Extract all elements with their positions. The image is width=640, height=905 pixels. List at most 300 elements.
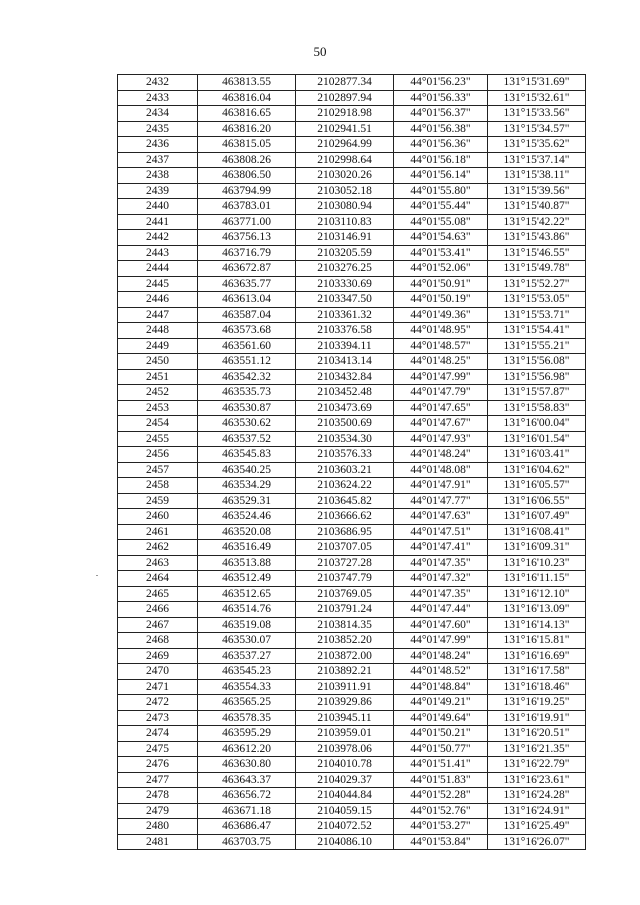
longitude-cell: 131°16'06.55"	[488, 493, 586, 509]
y-coordinate-cell: 2102998.64	[296, 152, 394, 168]
table-row	[118, 292, 586, 308]
table-row	[118, 369, 586, 385]
longitude-cell: 131°15'43.86"	[488, 230, 586, 246]
point-number-cell: 2460	[118, 509, 198, 525]
longitude-cell: 131°16'18.46"	[488, 679, 586, 695]
point-number-cell: 2472	[118, 695, 198, 711]
y-coordinate-cell: 2103146.91	[296, 230, 394, 246]
y-coordinate-cell: 2103052.18	[296, 183, 394, 199]
point-number-cell: 2470	[118, 664, 198, 680]
point-number-cell: 2440	[118, 199, 198, 215]
x-coordinate-cell: 463671.18	[198, 803, 296, 819]
y-coordinate-cell: 2103500.69	[296, 416, 394, 432]
y-coordinate-cell: 2102918.98	[296, 106, 394, 122]
longitude-cell: 131°15'34.57"	[488, 121, 586, 137]
longitude-cell: 131°15'42.22"	[488, 214, 586, 230]
point-number-cell: 2457	[118, 462, 198, 478]
x-coordinate-cell: 463656.72	[198, 788, 296, 804]
point-number-cell: 2464	[118, 571, 198, 587]
latitude-cell: 44°01'47.77"	[394, 493, 488, 509]
point-number-cell: 2477	[118, 772, 198, 788]
table-row	[118, 509, 586, 525]
point-number-cell: 2469	[118, 648, 198, 664]
x-coordinate-cell: 463808.26	[198, 152, 296, 168]
latitude-cell: 44°01'56.18"	[394, 152, 488, 168]
latitude-cell: 44°01'47.41"	[394, 540, 488, 556]
latitude-cell: 44°01'56.36"	[394, 137, 488, 153]
y-coordinate-cell: 2103666.62	[296, 509, 394, 525]
table-row	[118, 648, 586, 664]
latitude-cell: 44°01'53.41"	[394, 245, 488, 261]
point-number-cell: 2451	[118, 369, 198, 385]
x-coordinate-cell: 463716.79	[198, 245, 296, 261]
x-coordinate-cell: 463612.20	[198, 741, 296, 757]
table-row	[118, 555, 586, 571]
point-number-cell: 2463	[118, 555, 198, 571]
table-row	[118, 106, 586, 122]
longitude-cell: 131°16'12.10"	[488, 586, 586, 602]
x-coordinate-cell: 463815.05	[198, 137, 296, 153]
latitude-cell: 44°01'48.84"	[394, 679, 488, 695]
point-number-cell: 2468	[118, 633, 198, 649]
table-row	[118, 803, 586, 819]
point-number-cell: 2461	[118, 524, 198, 540]
x-coordinate-cell: 463613.04	[198, 292, 296, 308]
point-number-cell: 2467	[118, 617, 198, 633]
x-coordinate-cell: 463529.31	[198, 493, 296, 509]
point-number-cell: 2479	[118, 803, 198, 819]
point-number-cell: 2450	[118, 354, 198, 370]
y-coordinate-cell: 2103473.69	[296, 400, 394, 416]
table-row	[118, 741, 586, 757]
table-row	[118, 617, 586, 633]
y-coordinate-cell: 2103686.95	[296, 524, 394, 540]
latitude-cell: 44°01'48.24"	[394, 447, 488, 463]
y-coordinate-cell: 2104072.52	[296, 819, 394, 835]
longitude-cell: 131°15'54.41"	[488, 323, 586, 339]
latitude-cell: 44°01'52.06"	[394, 261, 488, 277]
table-row	[118, 524, 586, 540]
latitude-cell: 44°01'47.44"	[394, 602, 488, 618]
latitude-cell: 44°01'48.52"	[394, 664, 488, 680]
x-coordinate-cell: 463537.27	[198, 648, 296, 664]
coordinates-table-body	[118, 75, 586, 850]
table-row	[118, 679, 586, 695]
table-row	[118, 462, 586, 478]
latitude-cell: 44°01'47.35"	[394, 555, 488, 571]
point-number-cell: 2446	[118, 292, 198, 308]
table-row	[118, 602, 586, 618]
point-number-cell: 2455	[118, 431, 198, 447]
table-row	[118, 323, 586, 339]
point-number-cell: 2444	[118, 261, 198, 277]
y-coordinate-cell: 2103603.21	[296, 462, 394, 478]
latitude-cell: 44°01'48.57"	[394, 338, 488, 354]
x-coordinate-cell: 463565.25	[198, 695, 296, 711]
scan-speck	[96, 575, 98, 576]
table-row	[118, 447, 586, 463]
point-number-cell: 2456	[118, 447, 198, 463]
x-coordinate-cell: 463545.83	[198, 447, 296, 463]
latitude-cell: 44°01'47.35"	[394, 586, 488, 602]
point-number-cell: 2442	[118, 230, 198, 246]
point-number-cell: 2434	[118, 106, 198, 122]
point-number-cell: 2449	[118, 338, 198, 354]
table-row	[118, 199, 586, 215]
latitude-cell: 44°01'49.21"	[394, 695, 488, 711]
x-coordinate-cell: 463573.68	[198, 323, 296, 339]
y-coordinate-cell: 2103394.11	[296, 338, 394, 354]
x-coordinate-cell: 463519.08	[198, 617, 296, 633]
latitude-cell: 44°01'53.84"	[394, 834, 488, 850]
y-coordinate-cell: 2103413.14	[296, 354, 394, 370]
x-coordinate-cell: 463783.01	[198, 199, 296, 215]
table-row	[118, 710, 586, 726]
y-coordinate-cell: 2103892.21	[296, 664, 394, 680]
point-number-cell: 2437	[118, 152, 198, 168]
x-coordinate-cell: 463771.00	[198, 214, 296, 230]
latitude-cell: 44°01'54.63"	[394, 230, 488, 246]
latitude-cell: 44°01'47.65"	[394, 400, 488, 416]
point-number-cell: 2453	[118, 400, 198, 416]
longitude-cell: 131°15'57.87"	[488, 385, 586, 401]
latitude-cell: 44°01'47.91"	[394, 478, 488, 494]
longitude-cell: 131°16'03.41"	[488, 447, 586, 463]
x-coordinate-cell: 463540.25	[198, 462, 296, 478]
table-row	[118, 416, 586, 432]
point-number-cell: 2436	[118, 137, 198, 153]
y-coordinate-cell: 2103959.01	[296, 726, 394, 742]
latitude-cell: 44°01'56.23"	[394, 75, 488, 91]
longitude-cell: 131°15'53.71"	[488, 307, 586, 323]
x-coordinate-cell: 463643.37	[198, 772, 296, 788]
point-number-cell: 2447	[118, 307, 198, 323]
point-number-cell: 2459	[118, 493, 198, 509]
point-number-cell: 2462	[118, 540, 198, 556]
table-row	[118, 586, 586, 602]
y-coordinate-cell: 2103205.59	[296, 245, 394, 261]
longitude-cell: 131°16'24.28"	[488, 788, 586, 804]
latitude-cell: 44°01'50.21"	[394, 726, 488, 742]
table-row	[118, 230, 586, 246]
y-coordinate-cell: 2103929.86	[296, 695, 394, 711]
table-row	[118, 772, 586, 788]
y-coordinate-cell: 2104029.37	[296, 772, 394, 788]
latitude-cell: 44°01'52.76"	[394, 803, 488, 819]
point-number-cell: 2458	[118, 478, 198, 494]
y-coordinate-cell: 2104010.78	[296, 757, 394, 773]
y-coordinate-cell: 2104059.15	[296, 803, 394, 819]
point-number-cell: 2466	[118, 602, 198, 618]
longitude-cell: 131°15'32.61"	[488, 90, 586, 106]
y-coordinate-cell: 2103020.26	[296, 168, 394, 184]
table-row	[118, 571, 586, 587]
x-coordinate-cell: 463537.52	[198, 431, 296, 447]
table-row	[118, 354, 586, 370]
x-coordinate-cell: 463530.62	[198, 416, 296, 432]
longitude-cell: 131°15'56.98"	[488, 369, 586, 385]
y-coordinate-cell: 2103376.58	[296, 323, 394, 339]
x-coordinate-cell: 463756.13	[198, 230, 296, 246]
point-number-cell: 2473	[118, 710, 198, 726]
table-row	[118, 788, 586, 804]
x-coordinate-cell: 463516.49	[198, 540, 296, 556]
x-coordinate-cell: 463513.88	[198, 555, 296, 571]
latitude-cell: 44°01'55.80"	[394, 183, 488, 199]
table-row	[118, 493, 586, 509]
x-coordinate-cell: 463595.29	[198, 726, 296, 742]
point-number-cell: 2443	[118, 245, 198, 261]
x-coordinate-cell: 463512.49	[198, 571, 296, 587]
table-row	[118, 261, 586, 277]
y-coordinate-cell: 2103347.50	[296, 292, 394, 308]
y-coordinate-cell: 2103911.91	[296, 679, 394, 695]
latitude-cell: 44°01'55.44"	[394, 199, 488, 215]
table-row	[118, 183, 586, 199]
y-coordinate-cell: 2103645.82	[296, 493, 394, 509]
latitude-cell: 44°01'47.63"	[394, 509, 488, 525]
longitude-cell: 131°15'37.14"	[488, 152, 586, 168]
y-coordinate-cell: 2103978.06	[296, 741, 394, 757]
point-number-cell: 2481	[118, 834, 198, 850]
x-coordinate-cell: 463530.87	[198, 400, 296, 416]
latitude-cell: 44°01'48.95"	[394, 323, 488, 339]
y-coordinate-cell: 2103534.30	[296, 431, 394, 447]
table-row	[118, 478, 586, 494]
point-number-cell: 2448	[118, 323, 198, 339]
y-coordinate-cell: 2103747.79	[296, 571, 394, 587]
longitude-cell: 131°15'58.83"	[488, 400, 586, 416]
latitude-cell: 44°01'52.28"	[394, 788, 488, 804]
table-row	[118, 245, 586, 261]
point-number-cell: 2471	[118, 679, 198, 695]
y-coordinate-cell: 2102964.99	[296, 137, 394, 153]
x-coordinate-cell: 463630.80	[198, 757, 296, 773]
longitude-cell: 131°16'11.15"	[488, 571, 586, 587]
latitude-cell: 44°01'48.24"	[394, 648, 488, 664]
point-number-cell: 2435	[118, 121, 198, 137]
point-number-cell: 2478	[118, 788, 198, 804]
x-coordinate-cell: 463545.23	[198, 664, 296, 680]
table-row	[118, 276, 586, 292]
longitude-cell: 131°16'16.69"	[488, 648, 586, 664]
table-row	[118, 834, 586, 850]
x-coordinate-cell: 463794.99	[198, 183, 296, 199]
point-number-cell: 2475	[118, 741, 198, 757]
y-coordinate-cell: 2103576.33	[296, 447, 394, 463]
x-coordinate-cell: 463535.73	[198, 385, 296, 401]
y-coordinate-cell: 2103872.00	[296, 648, 394, 664]
y-coordinate-cell: 2102897.94	[296, 90, 394, 106]
longitude-cell: 131°16'17.58"	[488, 664, 586, 680]
latitude-cell: 44°01'49.64"	[394, 710, 488, 726]
table-row	[118, 152, 586, 168]
longitude-cell: 131°15'40.87"	[488, 199, 586, 215]
longitude-cell: 131°15'38.11"	[488, 168, 586, 184]
x-coordinate-cell: 463806.50	[198, 168, 296, 184]
table-row	[118, 540, 586, 556]
longitude-cell: 131°16'20.51"	[488, 726, 586, 742]
y-coordinate-cell: 2103707.05	[296, 540, 394, 556]
table-row	[118, 385, 586, 401]
longitude-cell: 131°16'26.07"	[488, 834, 586, 850]
latitude-cell: 44°01'47.32"	[394, 571, 488, 587]
table-row	[118, 400, 586, 416]
x-coordinate-cell: 463542.32	[198, 369, 296, 385]
y-coordinate-cell: 2103814.35	[296, 617, 394, 633]
latitude-cell: 44°01'56.14"	[394, 168, 488, 184]
y-coordinate-cell: 2103945.11	[296, 710, 394, 726]
longitude-cell: 131°15'49.78"	[488, 261, 586, 277]
longitude-cell: 131°16'25.49"	[488, 819, 586, 835]
longitude-cell: 131°16'04.62"	[488, 462, 586, 478]
y-coordinate-cell: 2103110.83	[296, 214, 394, 230]
latitude-cell: 44°01'56.38"	[394, 121, 488, 137]
y-coordinate-cell: 2103361.32	[296, 307, 394, 323]
table-row	[118, 819, 586, 835]
latitude-cell: 44°01'47.60"	[394, 617, 488, 633]
longitude-cell: 131°16'09.31"	[488, 540, 586, 556]
x-coordinate-cell: 463587.04	[198, 307, 296, 323]
coordinates-table	[117, 74, 586, 850]
table-row	[118, 168, 586, 184]
latitude-cell: 44°01'47.99"	[394, 633, 488, 649]
latitude-cell: 44°01'47.79"	[394, 385, 488, 401]
x-coordinate-cell: 463578.35	[198, 710, 296, 726]
longitude-cell: 131°16'08.41"	[488, 524, 586, 540]
x-coordinate-cell: 463686.47	[198, 819, 296, 835]
point-number-cell: 2476	[118, 757, 198, 773]
x-coordinate-cell: 463514.76	[198, 602, 296, 618]
longitude-cell: 131°16'10.23"	[488, 555, 586, 571]
x-coordinate-cell: 463554.33	[198, 679, 296, 695]
x-coordinate-cell: 463534.29	[198, 478, 296, 494]
y-coordinate-cell: 2103330.69	[296, 276, 394, 292]
latitude-cell: 44°01'51.41"	[394, 757, 488, 773]
point-number-cell: 2480	[118, 819, 198, 835]
latitude-cell: 44°01'51.83"	[394, 772, 488, 788]
x-coordinate-cell: 463530.07	[198, 633, 296, 649]
x-coordinate-cell: 463561.60	[198, 338, 296, 354]
x-coordinate-cell: 463816.04	[198, 90, 296, 106]
latitude-cell: 44°01'50.77"	[394, 741, 488, 757]
longitude-cell: 131°16'23.61"	[488, 772, 586, 788]
table-row	[118, 695, 586, 711]
table-row	[118, 90, 586, 106]
latitude-cell: 44°01'48.25"	[394, 354, 488, 370]
point-number-cell: 2454	[118, 416, 198, 432]
y-coordinate-cell: 2103624.22	[296, 478, 394, 494]
y-coordinate-cell: 2104086.10	[296, 834, 394, 850]
longitude-cell: 131°15'53.05"	[488, 292, 586, 308]
longitude-cell: 131°16'01.54"	[488, 431, 586, 447]
longitude-cell: 131°16'19.25"	[488, 695, 586, 711]
latitude-cell: 44°01'56.37"	[394, 106, 488, 122]
longitude-cell: 131°16'00.04"	[488, 416, 586, 432]
y-coordinate-cell: 2103852.20	[296, 633, 394, 649]
table-row	[118, 726, 586, 742]
point-number-cell: 2452	[118, 385, 198, 401]
table-row	[118, 214, 586, 230]
table-row	[118, 307, 586, 323]
y-coordinate-cell: 2102877.34	[296, 75, 394, 91]
x-coordinate-cell: 463524.46	[198, 509, 296, 525]
longitude-cell: 131°16'13.09"	[488, 602, 586, 618]
table-row	[118, 431, 586, 447]
table-row	[118, 633, 586, 649]
point-number-cell: 2445	[118, 276, 198, 292]
longitude-cell: 131°15'35.62"	[488, 137, 586, 153]
table-row	[118, 75, 586, 91]
longitude-cell: 131°16'24.91"	[488, 803, 586, 819]
longitude-cell: 131°16'05.57"	[488, 478, 586, 494]
y-coordinate-cell: 2103276.25	[296, 261, 394, 277]
latitude-cell: 44°01'53.27"	[394, 819, 488, 835]
y-coordinate-cell: 2103769.05	[296, 586, 394, 602]
y-coordinate-cell: 2103432.84	[296, 369, 394, 385]
longitude-cell: 131°15'55.21"	[488, 338, 586, 354]
longitude-cell: 131°15'31.69"	[488, 75, 586, 91]
longitude-cell: 131°16'15.81"	[488, 633, 586, 649]
x-coordinate-cell: 463520.08	[198, 524, 296, 540]
longitude-cell: 131°15'39.56"	[488, 183, 586, 199]
longitude-cell: 131°15'52.27"	[488, 276, 586, 292]
point-number-cell: 2465	[118, 586, 198, 602]
latitude-cell: 44°01'47.67"	[394, 416, 488, 432]
y-coordinate-cell: 2102941.51	[296, 121, 394, 137]
table-row	[118, 664, 586, 680]
x-coordinate-cell: 463816.65	[198, 106, 296, 122]
x-coordinate-cell: 463635.77	[198, 276, 296, 292]
x-coordinate-cell: 463512.65	[198, 586, 296, 602]
latitude-cell: 44°01'50.19"	[394, 292, 488, 308]
table-row	[118, 121, 586, 137]
y-coordinate-cell: 2104044.84	[296, 788, 394, 804]
table-row	[118, 757, 586, 773]
point-number-cell: 2474	[118, 726, 198, 742]
longitude-cell: 131°16'07.49"	[488, 509, 586, 525]
longitude-cell: 131°15'56.08"	[488, 354, 586, 370]
latitude-cell: 44°01'47.51"	[394, 524, 488, 540]
x-coordinate-cell: 463703.75	[198, 834, 296, 850]
longitude-cell: 131°15'33.56"	[488, 106, 586, 122]
latitude-cell: 44°01'56.33"	[394, 90, 488, 106]
longitude-cell: 131°16'14.13"	[488, 617, 586, 633]
latitude-cell: 44°01'50.91"	[394, 276, 488, 292]
latitude-cell: 44°01'47.93"	[394, 431, 488, 447]
latitude-cell: 44°01'48.08"	[394, 462, 488, 478]
table-row	[118, 338, 586, 354]
point-number-cell: 2438	[118, 168, 198, 184]
y-coordinate-cell: 2103727.28	[296, 555, 394, 571]
y-coordinate-cell: 2103791.24	[296, 602, 394, 618]
point-number-cell: 2439	[118, 183, 198, 199]
longitude-cell: 131°15'46.55"	[488, 245, 586, 261]
longitude-cell: 131°16'21.35"	[488, 741, 586, 757]
longitude-cell: 131°16'19.91"	[488, 710, 586, 726]
longitude-cell: 131°16'22.79"	[488, 757, 586, 773]
latitude-cell: 44°01'55.08"	[394, 214, 488, 230]
point-number-cell: 2433	[118, 90, 198, 106]
x-coordinate-cell: 463672.87	[198, 261, 296, 277]
x-coordinate-cell: 463551.12	[198, 354, 296, 370]
x-coordinate-cell: 463813.55	[198, 75, 296, 91]
y-coordinate-cell: 2103080.94	[296, 199, 394, 215]
x-coordinate-cell: 463816.20	[198, 121, 296, 137]
y-coordinate-cell: 2103452.48	[296, 385, 394, 401]
latitude-cell: 44°01'49.36"	[394, 307, 488, 323]
point-number-cell: 2432	[118, 75, 198, 91]
